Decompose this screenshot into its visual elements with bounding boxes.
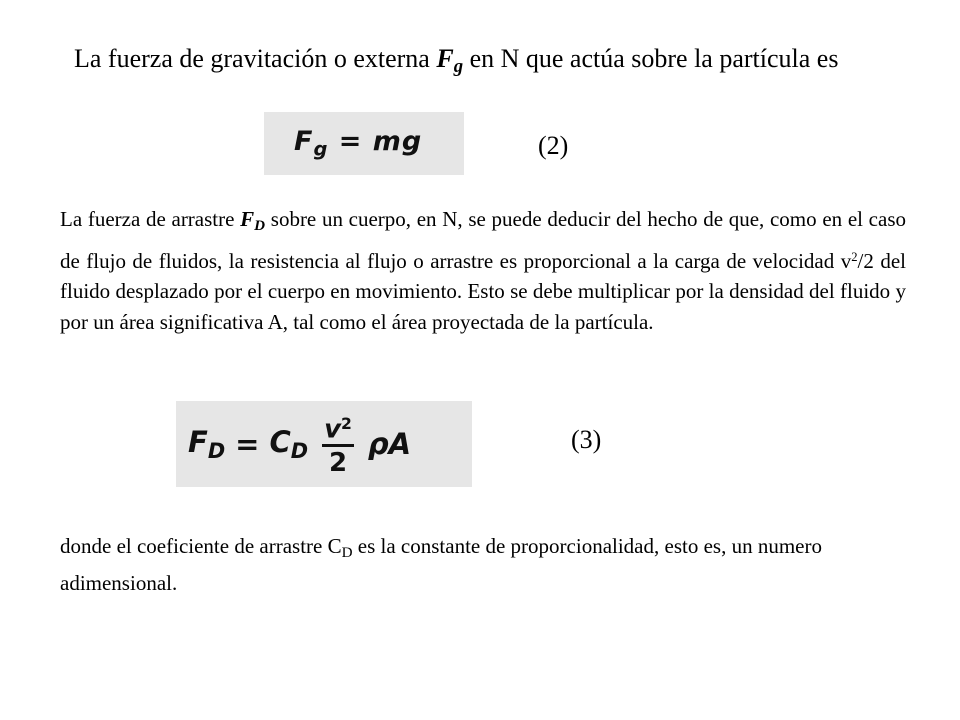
paragraph-text: sobre un cuerpo, en N, se puede deducir del hecho de que, como en el caso de flujo de fluidos, la resistencia al flujo o arrastre es proporcional a la carga de velocidad v	[60, 207, 906, 273]
force-symbol: $F_D$	[240, 207, 266, 235]
paragraph-text: La fuerza de gravitación o externa	[74, 44, 437, 73]
equation-3-image	[176, 401, 472, 487]
force-symbol: $F_g$	[436, 44, 464, 78]
equation-lhs: F	[294, 126, 314, 158]
equals-sign: =	[235, 426, 260, 461]
equation-2-number: (2)	[538, 131, 569, 160]
drag-coefficient: $C_D$	[269, 425, 309, 463]
equation-2-image	[264, 112, 464, 175]
subscript: D	[341, 545, 353, 562]
equation-lhs: $F_D$	[188, 425, 226, 463]
fraction-numerator: $v^2$	[324, 414, 352, 445]
paragraph-text: donde el coeficiente de arrastre C	[60, 534, 342, 558]
equation-lhs-subscript: g	[313, 137, 329, 161]
density-area: ρA	[367, 426, 412, 461]
velocity-fraction	[322, 409, 354, 480]
equation-3-number: (3)	[571, 425, 602, 454]
paragraph-text: en N que actúa sobre la partícula es	[463, 44, 839, 73]
equation-rhs: = mg	[328, 126, 423, 158]
drag-coefficient-paragraph	[60, 531, 906, 598]
gravity-force-paragraph	[74, 40, 904, 86]
superscript: 2	[851, 249, 858, 264]
paragraph-text: es la constante de proporcionalidad, esto es, un numero adimensional.	[60, 534, 822, 596]
paragraph-text: /2 del fluido desplazado por el cuerpo en movimiento. Esto se debe multiplicar por la densidad del fluido y por un área significativa A, tal como el área proyectada de la partícula.	[60, 248, 906, 334]
fraction-denominator: 2	[328, 448, 348, 479]
drag-force-paragraph	[60, 204, 906, 337]
paragraph-text: La fuerza de arrastre	[60, 207, 241, 231]
